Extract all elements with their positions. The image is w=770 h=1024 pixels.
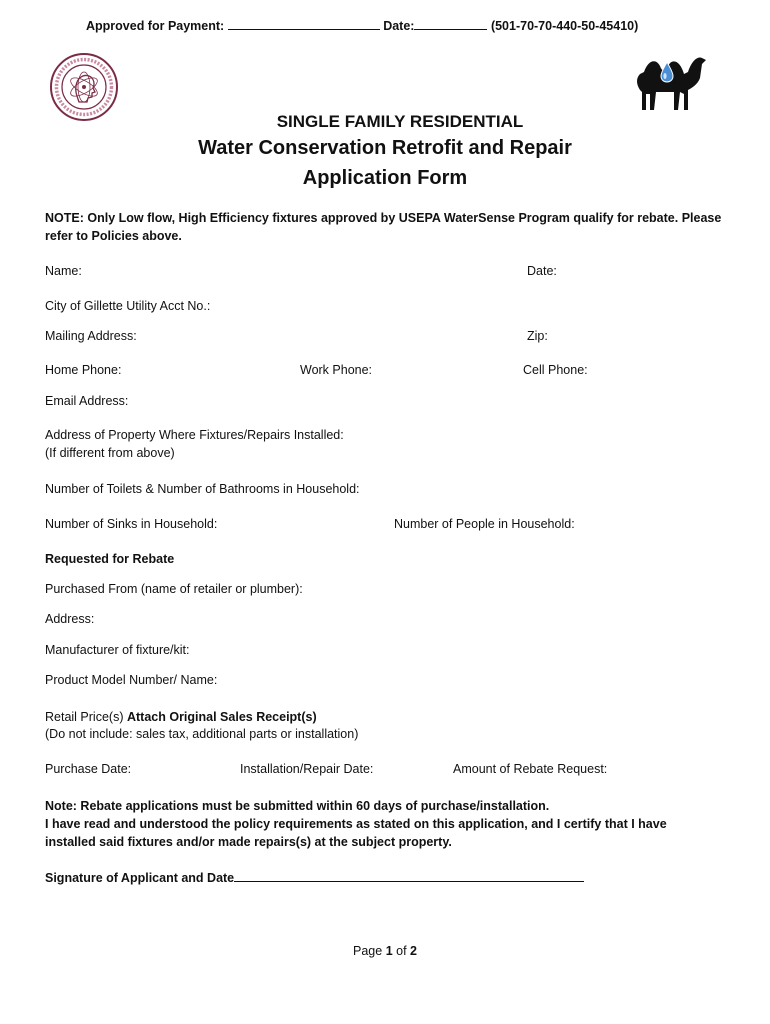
rebate-eligibility-note: NOTE: Only Low flow, High Efficiency fixtures approved by USEPA WaterSense Program qualify for rebate. Please refer to Policies above.: [45, 211, 722, 243]
approved-for-payment-blank[interactable]: [228, 17, 380, 30]
property-address-field-label[interactable]: Address of Property Where Fixtures/Repairs Installed:: [45, 428, 344, 442]
email-field-label[interactable]: Email Address:: [45, 394, 129, 408]
purchase-date-field-label[interactable]: Purchase Date:: [45, 762, 132, 776]
signature-blank[interactable]: [234, 869, 584, 882]
submission-deadline-note: Note: Rebate applications must be submitted within 60 days of purchase/installation.: [45, 799, 550, 813]
rebate-amount-field-label[interactable]: Amount of Rebate Request:: [453, 762, 608, 776]
form-category-title: SINGLE FAMILY RESIDENTIAL: [276, 112, 524, 131]
cell-phone-field-label[interactable]: Cell Phone:: [523, 363, 588, 377]
toilets-bathrooms-field-label[interactable]: Number of Toilets & Number of Bathrooms in Household:: [45, 482, 360, 496]
zip-field-label[interactable]: Zip:: [527, 329, 548, 343]
header-date-label: Date:: [383, 19, 415, 33]
approval-header: [86, 17, 638, 33]
certification-statement: I have read and understood the policy requirements as stated on this application, and I certify that I have installed said fixtures and/or made repairs(s) at the subject property.: [45, 817, 667, 849]
header-date-blank[interactable]: [414, 17, 487, 30]
price-exclusions-note: (Do not include: sales tax, additional parts or installation): [45, 727, 359, 741]
model-field-label[interactable]: Product Model Number/ Name:: [45, 673, 218, 687]
form-title: Water Conservation Retrofit and Repair: [198, 137, 572, 159]
page-word: Page: [353, 944, 383, 958]
date-field-label[interactable]: Date:: [527, 264, 557, 278]
account-reference: (501-70-70-440-50-45410): [490, 19, 639, 33]
page-number: [0, 944, 770, 958]
signature-line[interactable]: [45, 869, 584, 885]
retail-price-label: Retail Price(s): [45, 710, 124, 724]
current-page: 1: [385, 944, 393, 958]
utility-account-field-label[interactable]: City of Gillette Utility Acct No.:: [45, 299, 211, 313]
installation-date-field-label[interactable]: Installation/Repair Date:: [240, 762, 374, 776]
property-address-note: (If different from above): [45, 446, 175, 460]
purchased-from-field-label[interactable]: Purchased From (name of retailer or plumber):: [45, 582, 303, 596]
home-phone-field-label[interactable]: Home Phone:: [45, 363, 122, 377]
retail-price-field[interactable]: [45, 710, 317, 724]
retailer-address-field-label[interactable]: Address:: [45, 612, 95, 626]
approved-for-payment-label: Approved for Payment:: [86, 19, 225, 33]
signature-label: Signature of Applicant and Date: [45, 871, 235, 885]
name-field-label[interactable]: Name:: [45, 264, 82, 278]
sinks-field-label[interactable]: Number of Sinks in Household:: [45, 517, 218, 531]
camel-water-drop-logo: [630, 50, 710, 112]
people-field-label[interactable]: Number of People in Household:: [394, 517, 575, 531]
rebate-section-heading: Requested for Rebate: [45, 552, 175, 566]
of-word: of: [396, 944, 407, 958]
work-phone-field-label[interactable]: Work Phone:: [300, 363, 373, 377]
manufacturer-field-label[interactable]: Manufacturer of fixture/kit:: [45, 643, 190, 657]
attach-receipt-instruction: Attach Original Sales Receipt(s): [126, 710, 317, 724]
form-subtitle: Application Form: [302, 167, 468, 189]
mailing-address-field-label[interactable]: Mailing Address:: [45, 329, 137, 343]
total-pages: 2: [410, 944, 417, 958]
